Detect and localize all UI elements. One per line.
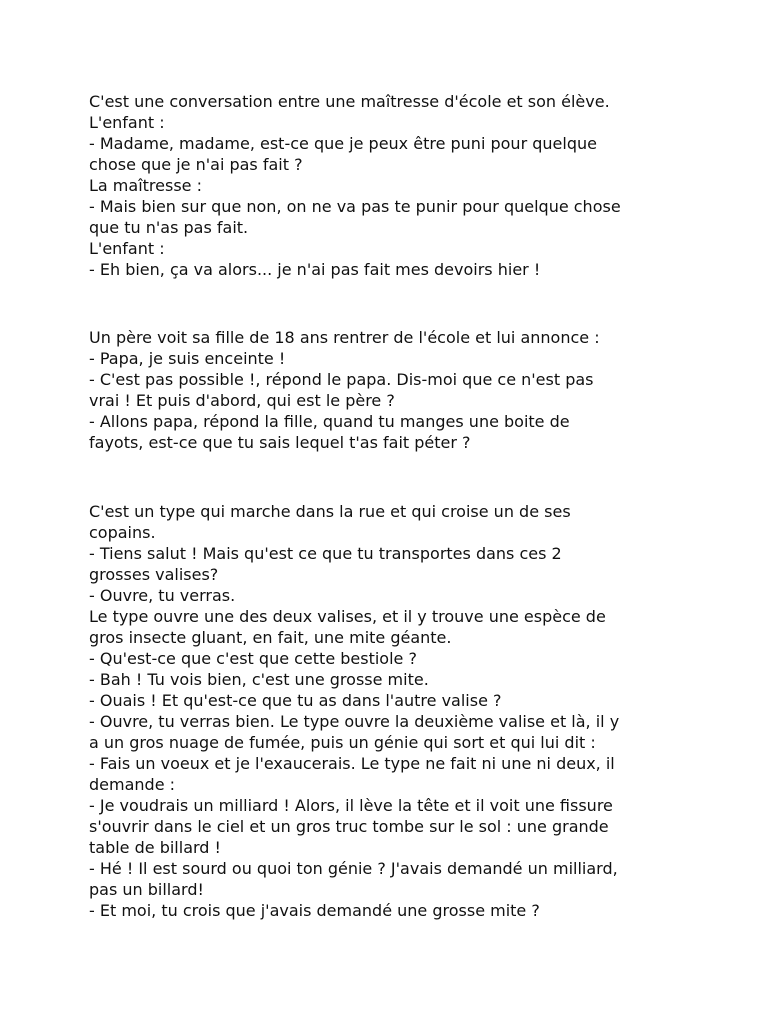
text-line: fayots, est-ce que tu sais lequel t'as fait péter ? [89, 433, 471, 452]
text-line: - Fais un voeux et je l'exaucerais. Le type ne fait ni une ni deux, il [89, 754, 615, 773]
text-line: - Bah ! Tu vois bien, c'est une grosse mite. [89, 670, 429, 689]
text-line: grosses valises? [89, 565, 219, 584]
text-line: - Ouvre, tu verras. [89, 586, 236, 605]
text-line: - Ouvre, tu verras bien. Le type ouvre la deuxième valise et là, il y [89, 712, 620, 731]
text-line: - Qu'est-ce que c'est que cette bestiole ? [89, 649, 417, 668]
text-line: - Tiens salut ! Mais qu'est ce que tu transportes dans ces 2 [89, 544, 562, 563]
text-line: C'est un type qui marche dans la rue et qui croise un de ses [89, 502, 571, 521]
text-line: table de billard ! [89, 838, 221, 857]
text-line: - Eh bien, ça va alors... je n'ai pas fait mes devoirs hier ! [89, 260, 541, 279]
text-line: - Mais bien sur que non, on ne va pas te punir pour quelque chose [89, 197, 621, 216]
text-line: - Ouais ! Et qu'est-ce que tu as dans l'autre valise ? [89, 691, 502, 710]
text-line: - Je voudrais un milliard ! Alors, il lève la tête et il voit une fissure [89, 796, 613, 815]
text-line: copains. [89, 523, 156, 542]
text-line: Un père voit sa fille de 18 ans rentrer de l'école et lui annonce : [89, 328, 600, 347]
text-line: pas un billard! [89, 880, 204, 899]
text-line: L'enfant : [89, 113, 165, 132]
text-line: gros insecte gluant, en fait, une mite géante. [89, 628, 452, 647]
text-line: vrai ! Et puis d'abord, qui est le père ? [89, 391, 395, 410]
text-line: - Madame, madame, est-ce que je peux être puni pour quelque [89, 134, 597, 153]
text-line: C'est une conversation entre une maîtresse d'école et son élève. [89, 92, 610, 111]
text-line: - C'est pas possible !, répond le papa. Dis-moi que ce n'est pas [89, 370, 594, 389]
text-line: Le type ouvre une des deux valises, et il y trouve une espèce de [89, 607, 606, 626]
text-line: que tu n'as pas fait. [89, 218, 249, 237]
text-line: - Papa, je suis enceinte ! [89, 349, 286, 368]
text-line: - Et moi, tu crois que j'avais demandé une grosse mite ? [89, 901, 540, 920]
joke-paragraph-3 [89, 501, 689, 921]
text-line: - Hé ! Il est sourd ou quoi ton génie ? J'avais demandé un milliard, [89, 859, 618, 878]
text-line: chose que je n'ai pas fait ? [89, 155, 303, 174]
text-line: a un gros nuage de fumée, puis un génie qui sort et qui lui dit : [89, 733, 596, 752]
text-line: - Allons papa, répond la fille, quand tu manges une boite de [89, 412, 570, 431]
text-line: L'enfant : [89, 239, 165, 258]
text-line: s'ouvrir dans le ciel et un gros truc tombe sur le sol : une grande [89, 817, 609, 836]
joke-paragraph-2 [89, 327, 689, 453]
text-line: demande : [89, 775, 176, 794]
text-line: La maîtresse : [89, 176, 202, 195]
joke-paragraph-1 [89, 91, 689, 280]
